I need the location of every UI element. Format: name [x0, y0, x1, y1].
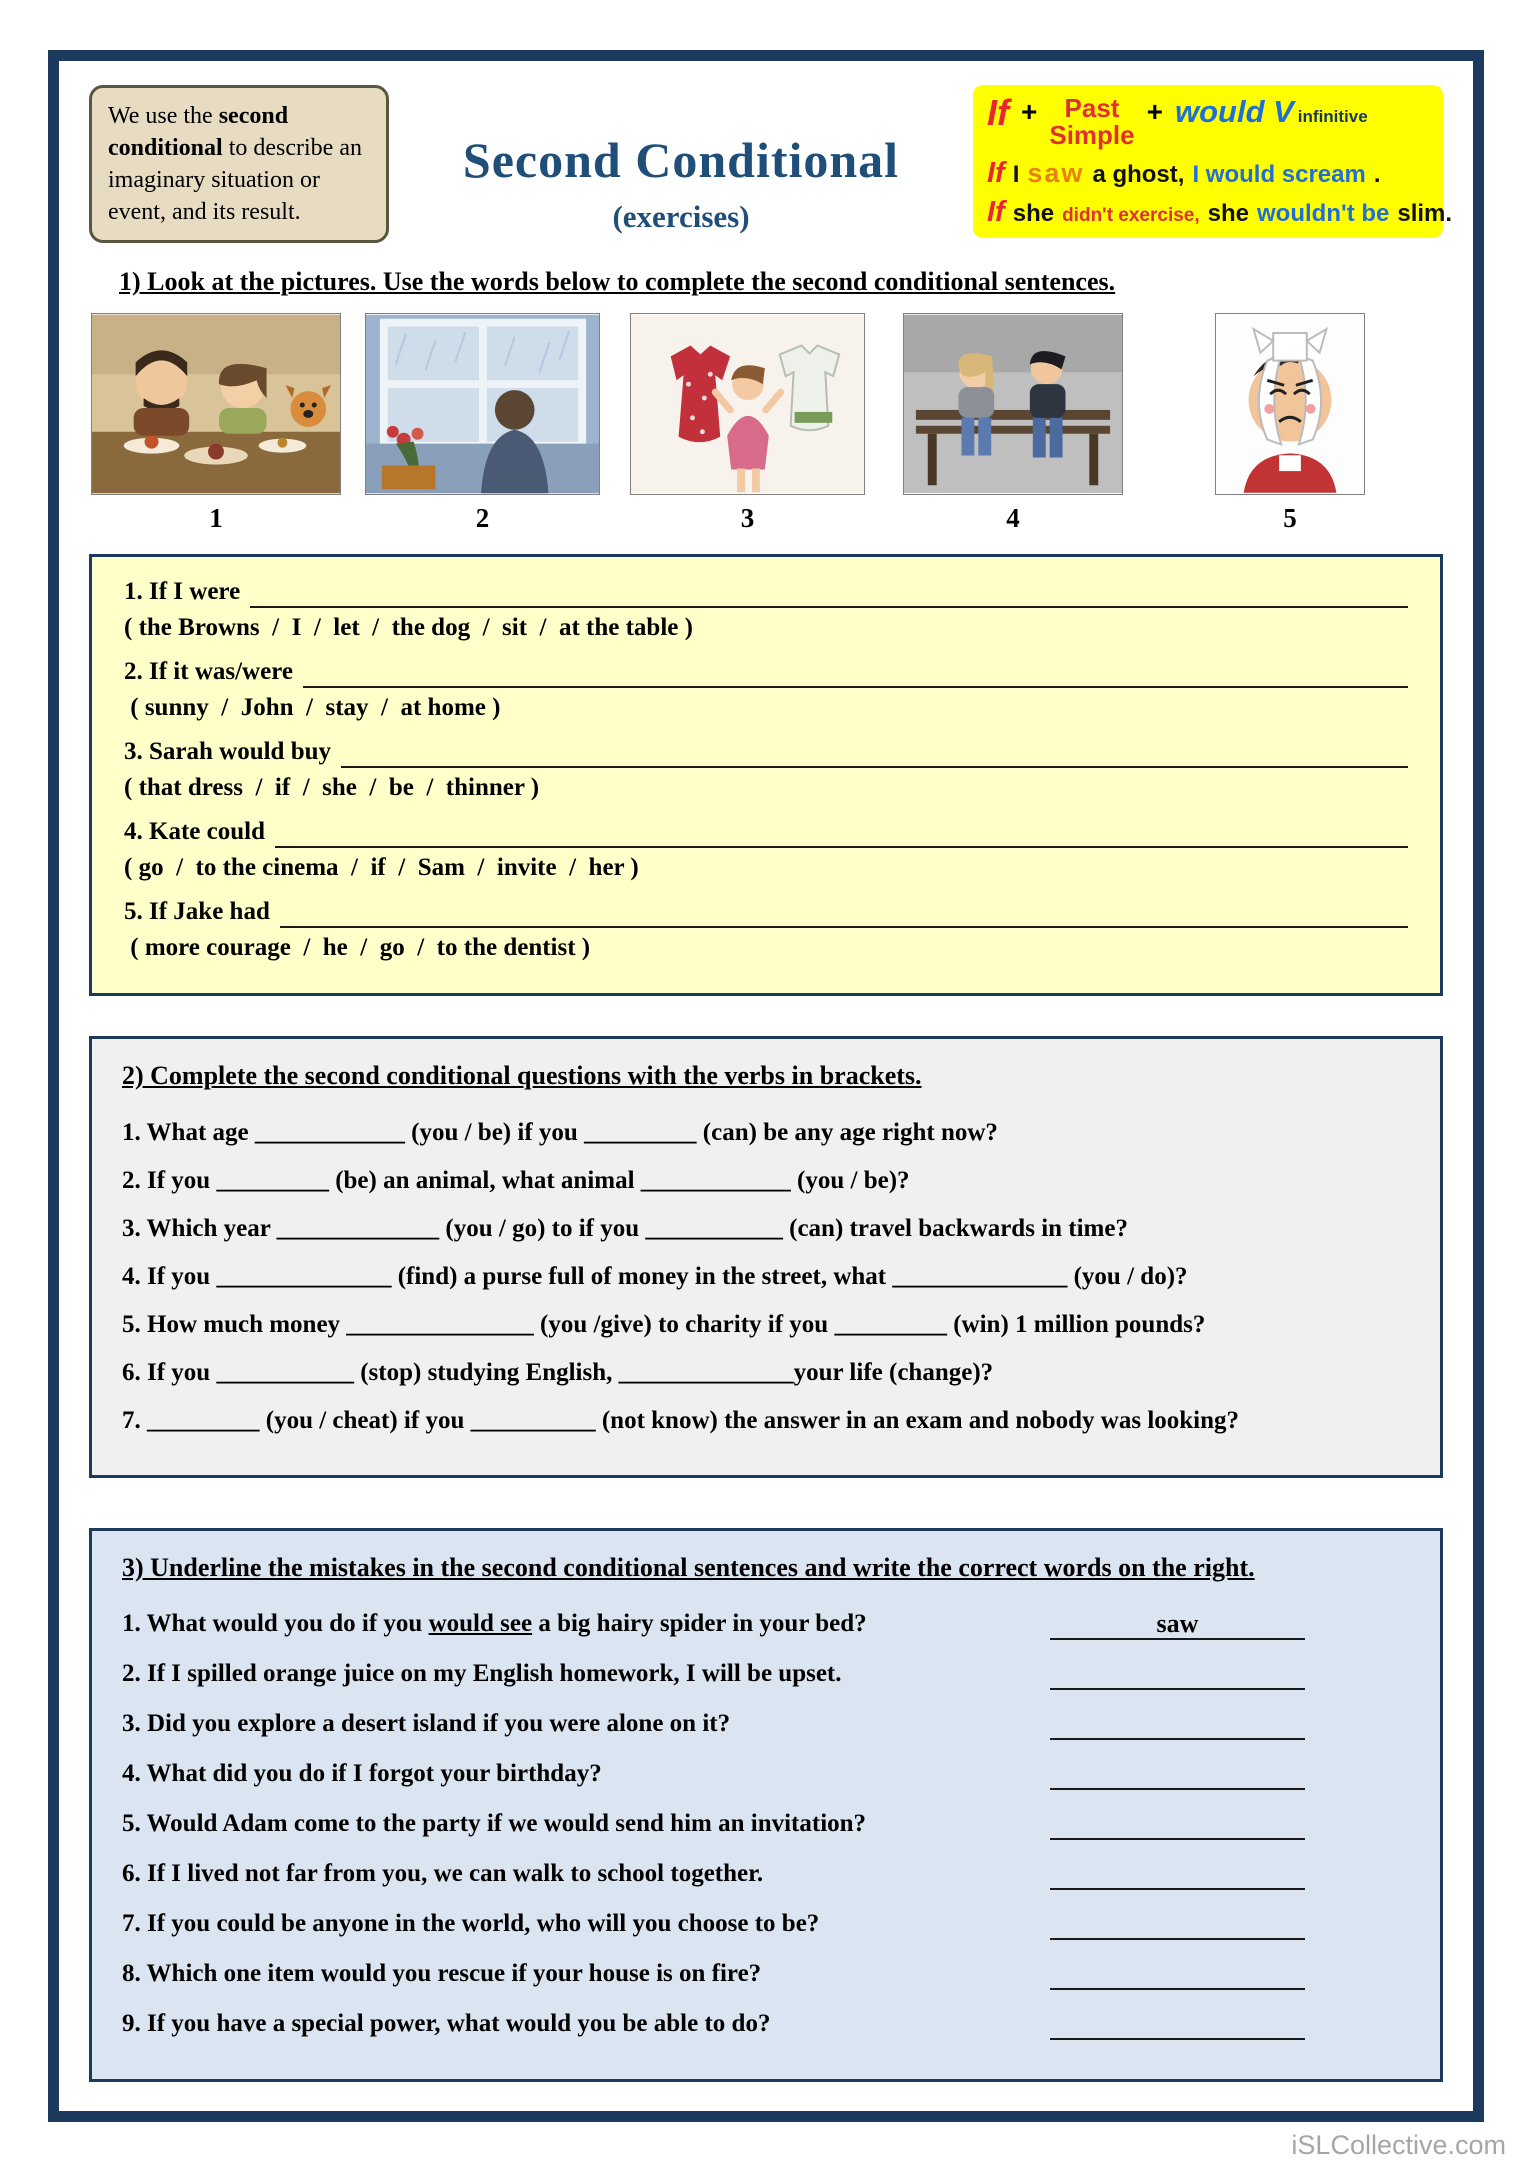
word-options: ( sunny / John / stay / at home ): [124, 694, 501, 721]
answer-blank: [275, 817, 1408, 848]
sentence-lead: 2. If it was/were: [124, 658, 293, 685]
picture-3-choosing-dress: [630, 313, 865, 534]
example2-verb: didn't exercise,: [1062, 205, 1200, 226]
question-line: 6. If you ___________ (stop) studying English, ______________your life (change)?: [122, 1359, 994, 1386]
section1-box: [89, 554, 1443, 996]
picture-1-family-dinner: [91, 313, 341, 534]
sentence-row: [122, 1807, 1410, 1840]
section3-box: [89, 1528, 1443, 2082]
word-options: ( that dress / if / she / be / thinner ): [124, 774, 540, 801]
header: [89, 85, 1453, 243]
toothache-man-illustration: [1216, 314, 1364, 494]
rainy-window-illustration: [366, 314, 599, 494]
title-block: [407, 85, 955, 235]
worksheet-title: Second Conditional: [462, 132, 900, 188]
question-line: 1. What age ____________ (you / be) if you _________ (can) be any age right now?: [122, 1119, 998, 1146]
answer-blank: [303, 657, 1408, 688]
formula-box: [973, 85, 1453, 238]
formula-would: would V: [1174, 94, 1294, 129]
example1-verb: saw: [1027, 158, 1085, 188]
example1-if: If: [987, 157, 1005, 189]
example2-result: wouldn't be: [1257, 200, 1390, 227]
correction-blank: [1050, 1907, 1305, 1940]
correction-blank: [1050, 1857, 1305, 1890]
formula-infinitive: infinitive: [1297, 107, 1368, 126]
picture-2-rainy-window: [365, 313, 600, 534]
correction-blank: [1050, 1957, 1305, 1990]
exercise-item: [124, 575, 1408, 644]
picture-number: 5: [1283, 503, 1297, 533]
page-frame: [48, 50, 1484, 2122]
choosing-dress-illustration: [631, 314, 864, 494]
sentence-text: 3. Did you explore a desert island if you were alone on it?: [122, 1710, 731, 1737]
exercise-item: [124, 815, 1408, 884]
answer-blank: [280, 897, 1408, 928]
correction-blank: [1050, 1657, 1305, 1690]
family-dinner-illustration: [92, 314, 340, 494]
sentence-text: 5. Would Adam come to the party if we would send him an invitation?: [122, 1810, 867, 1837]
sentence-text: 9. If you have a special power, what would you be able to do?: [122, 2010, 771, 2037]
sentence-row: [122, 1957, 1410, 1990]
example2-subject: she: [1012, 200, 1055, 227]
exercise-item: [124, 655, 1408, 724]
example1-period: .: [1373, 161, 1381, 188]
sentence-lead: 5. If Jake had: [124, 898, 270, 925]
example2-subject2: she: [1207, 200, 1250, 227]
note-text-bold: second conditional: [108, 103, 289, 161]
section2-heading: 2) Complete the second conditional questions with the verbs in brackets.: [122, 1061, 922, 1090]
question-line: 2. If you _________ (be) an animal, what animal ____________ (you / be)?: [122, 1167, 910, 1194]
sentence-text: 1. What would you do if you would see a big hairy spider in your bed?: [122, 1610, 867, 1637]
underlined-mistake: would see: [428, 1610, 533, 1637]
note-text-pre: We use the: [108, 103, 219, 129]
question-line: 3. Which year _____________ (you / go) to if you ___________ (can) travel backwards in time?: [122, 1215, 1128, 1242]
plus-icon: +: [1021, 96, 1038, 127]
sentence-row: [122, 1657, 1410, 1690]
correction-blank: [1050, 2007, 1305, 2040]
sentence-lead: 3. Sarah would buy: [124, 738, 332, 765]
picture-5-toothache-man: [1215, 313, 1365, 534]
sentence-text: 6. If I lived not far from you, we can walk to school together.: [122, 1860, 764, 1887]
sentence-row: [122, 1757, 1410, 1790]
example2-complement: slim.: [1397, 200, 1453, 227]
pictures-row: [91, 313, 1443, 534]
formula-example-2: [987, 196, 1453, 228]
formula-example-1: [987, 158, 1429, 189]
picture-4-teens-on-bench: [903, 313, 1123, 534]
sentence-text: 7. If you could be anyone in the world, who will you choose to be?: [122, 1910, 820, 1937]
question-line: 7. _________ (you / cheat) if you __________ (not know) the answer in an exam and nobody was looking?: [122, 1407, 1240, 1434]
sentence-row: [122, 1707, 1410, 1740]
sentence-text: 2. If I spilled orange juice on my English homework, I will be upset.: [122, 1660, 842, 1687]
example1-subject: I: [1012, 161, 1020, 188]
correction-blank: [1050, 1607, 1305, 1640]
question-line: 5. How much money _______________ (you /give) to charity if you _________ (win) 1 million pounds?: [122, 1311, 1206, 1338]
correction-blank: [1050, 1807, 1305, 1840]
definition-note: [89, 85, 389, 243]
picture-number: 4: [1006, 503, 1020, 533]
formula-rule: [987, 92, 1429, 150]
sentence-row: [122, 1907, 1410, 1940]
note-text-post: to describe an imaginary situation or event, and its result.: [108, 135, 362, 225]
correction-blank: [1050, 1707, 1305, 1740]
section3-heading: 3) Underline the mistakes in the second conditional sentences and write the correct words on the right.: [122, 1553, 1255, 1582]
exercise-item: [124, 735, 1408, 804]
word-options: ( go / to the cinema / if / Sam / invite / her ): [124, 854, 639, 881]
picture-number: 2: [475, 503, 490, 533]
question-line: 4. If you ______________ (find) a purse full of money in the street, what ______________ (you / do)?: [122, 1263, 1188, 1290]
sentence-row: [122, 1857, 1410, 1890]
example1-object: a ghost,: [1092, 161, 1185, 188]
example2-if: If: [987, 196, 1005, 228]
teens-on-bench-illustration: [904, 314, 1122, 494]
formula-past-simple: [1049, 95, 1134, 149]
sentence-text: 8. Which one item would you rescue if your house is on fire?: [122, 1960, 762, 1987]
plus-icon: +: [1146, 96, 1163, 127]
section2-box: [89, 1036, 1443, 1478]
answer-blank: [250, 577, 1408, 608]
answer-blank: [341, 737, 1408, 768]
correction-blank: [1050, 1757, 1305, 1790]
worksheet-subtitle: (exercises): [612, 199, 750, 234]
formula-simple: Simple: [1049, 120, 1135, 150]
sentence-lead: 4. Kate could: [124, 818, 265, 845]
sentence-text: 4. What did you do if I forgot your birthday?: [122, 1760, 602, 1787]
example1-result: I would scream: [1192, 161, 1366, 188]
formula-if: If: [987, 92, 1009, 133]
formula-past: Past: [1064, 93, 1120, 123]
picture-number: 1: [209, 503, 223, 533]
sentence-lead: 1. If I were: [124, 578, 241, 605]
picture-number: 3: [740, 503, 755, 533]
correction-answer: saw: [1156, 1609, 1199, 1638]
exercise-item: [124, 895, 1408, 964]
islcollective-watermark: iSLCollective.com: [1291, 2130, 1506, 2160]
word-options: ( the Browns / I / let / the dog / sit / at the table ): [124, 614, 693, 641]
sentence-row: [122, 2007, 1410, 2040]
section1-heading: 1) Look at the pictures. Use the words below to complete the second conditional sentences.: [119, 267, 1116, 296]
word-options: ( more courage / he / go / to the dentist ): [124, 934, 591, 961]
sentence-row: [122, 1607, 1410, 1640]
